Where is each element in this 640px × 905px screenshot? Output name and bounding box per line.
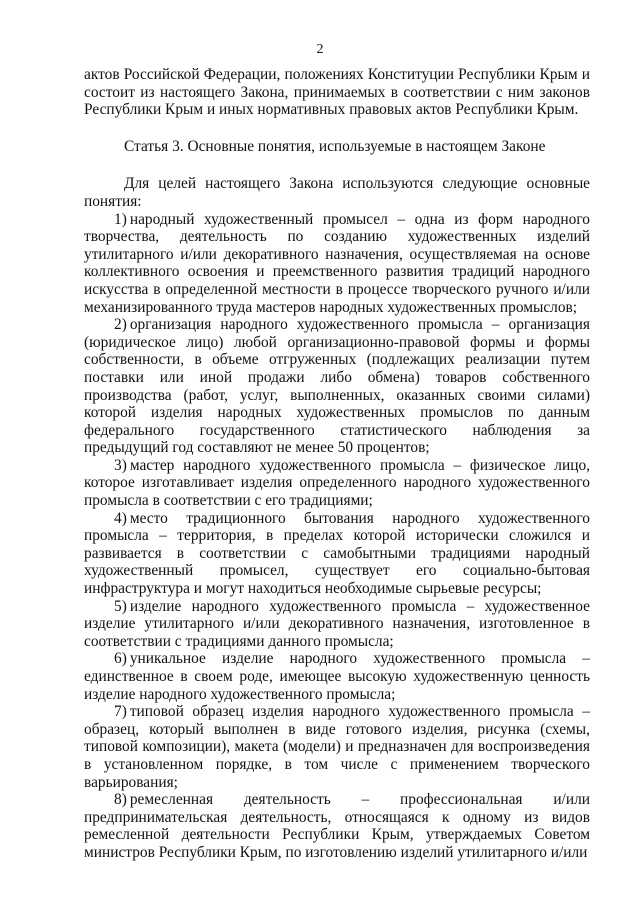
definition-item-1 [84, 211, 590, 317]
item-number: 7) [114, 703, 127, 721]
definition-item-8 [84, 791, 590, 861]
article-title: Статья 3. Основные понятия, используемые в настоящем Законе [124, 137, 546, 155]
article-lead: Для целей настоящего Закона используются следующие основные понятия: [84, 175, 590, 210]
item-number: 2) [114, 316, 127, 334]
item-text: мастер народного художественного промысла – физическое лицо, которое изготавливает изделия определенного народного художественного промысла в соответствии с его традициями; [84, 456, 590, 510]
item-number: 5) [114, 597, 127, 615]
item-number: 8) [114, 791, 127, 809]
intro-paragraph: актов Российской Федерации, положениях Конституции Республики Крым и состоит из настоящего Закона, принимаемых в соответствии с ним законов Республики Крым и иных нормативных правовых актов Республики Крым. [84, 66, 590, 119]
item-text: изделие народного художественного промысла – художественное изделие утилитарного и/или декоративного назначения, изготовленное в соответствии с традициями данного промысла; [84, 597, 590, 650]
item-number: 6) [114, 650, 127, 668]
definition-item-6 [84, 650, 590, 703]
definition-item-5 [84, 598, 590, 651]
item-text: место традиционного бытования народного художественного промысла – территория, в пределах которой исторически сложился и развивается в соответствии с самобытными традициями народный художественный промысел, существует его социально-бытовая инфраструктура и могут находиться необходимые сырьевые ресурсы; [84, 509, 590, 598]
page-number: 2 [316, 42, 324, 57]
item-number: 1) [114, 210, 127, 228]
item-text: уникальное изделие народного художественного промысла – единственное в своем роде, имеющее высокую художественную ценность изделие народного художественного промысла; [84, 650, 590, 703]
item-text: организация народного художественного промысла – организация (юридическое лицо) любой организационно-правовой формы и формы собственности, в объеме отгруженных (подлежащих реализации путем поставки или иной продажи либо обмена) товаров собственного производства (работ, услуг, выполненных, оказанных своими силами) которой изделия народных художественных промыслов по данным федерального государственного статистического наблюдения за предыдущий год составляют не менее 50 процентов; [84, 316, 590, 457]
document-body [84, 66, 590, 862]
item-number: 4) [114, 509, 127, 527]
item-text: народный художественный промысел – одна из форм народного творчества, деятельность по созданию художественных изделий утилитарного и/или декоративного назначения, осуществляемая на основе коллективного освоения и преемственного развития традиций народного искусства в определенной местности в процессе творческого ручного и/или механизированного труда мастеров народных художественных промыслов; [84, 210, 590, 316]
definition-item-3 [84, 457, 590, 510]
definition-item-7 [84, 703, 590, 791]
definition-item-2 [84, 316, 590, 457]
definition-item-4 [84, 510, 590, 598]
item-number: 3) [114, 456, 127, 474]
item-text: типовой образец изделия народного художественного промысла – образец, который выполнен в виде готового изделия, рисунка (схемы, типовой композиции), макета (модели) и предназначен для воспроизведения в установленном порядке, в том числе с применением творческого варьирования; [84, 703, 590, 791]
item-text: ремесленная деятельность – профессиональная и/или предпринимательская деятельность, относящаяся к одному из видов ремесленной деятельности Республики Крым, утверждаемых Советом министров Республики Крым, по изготовлению изделий утилитарного и/или [84, 791, 590, 861]
